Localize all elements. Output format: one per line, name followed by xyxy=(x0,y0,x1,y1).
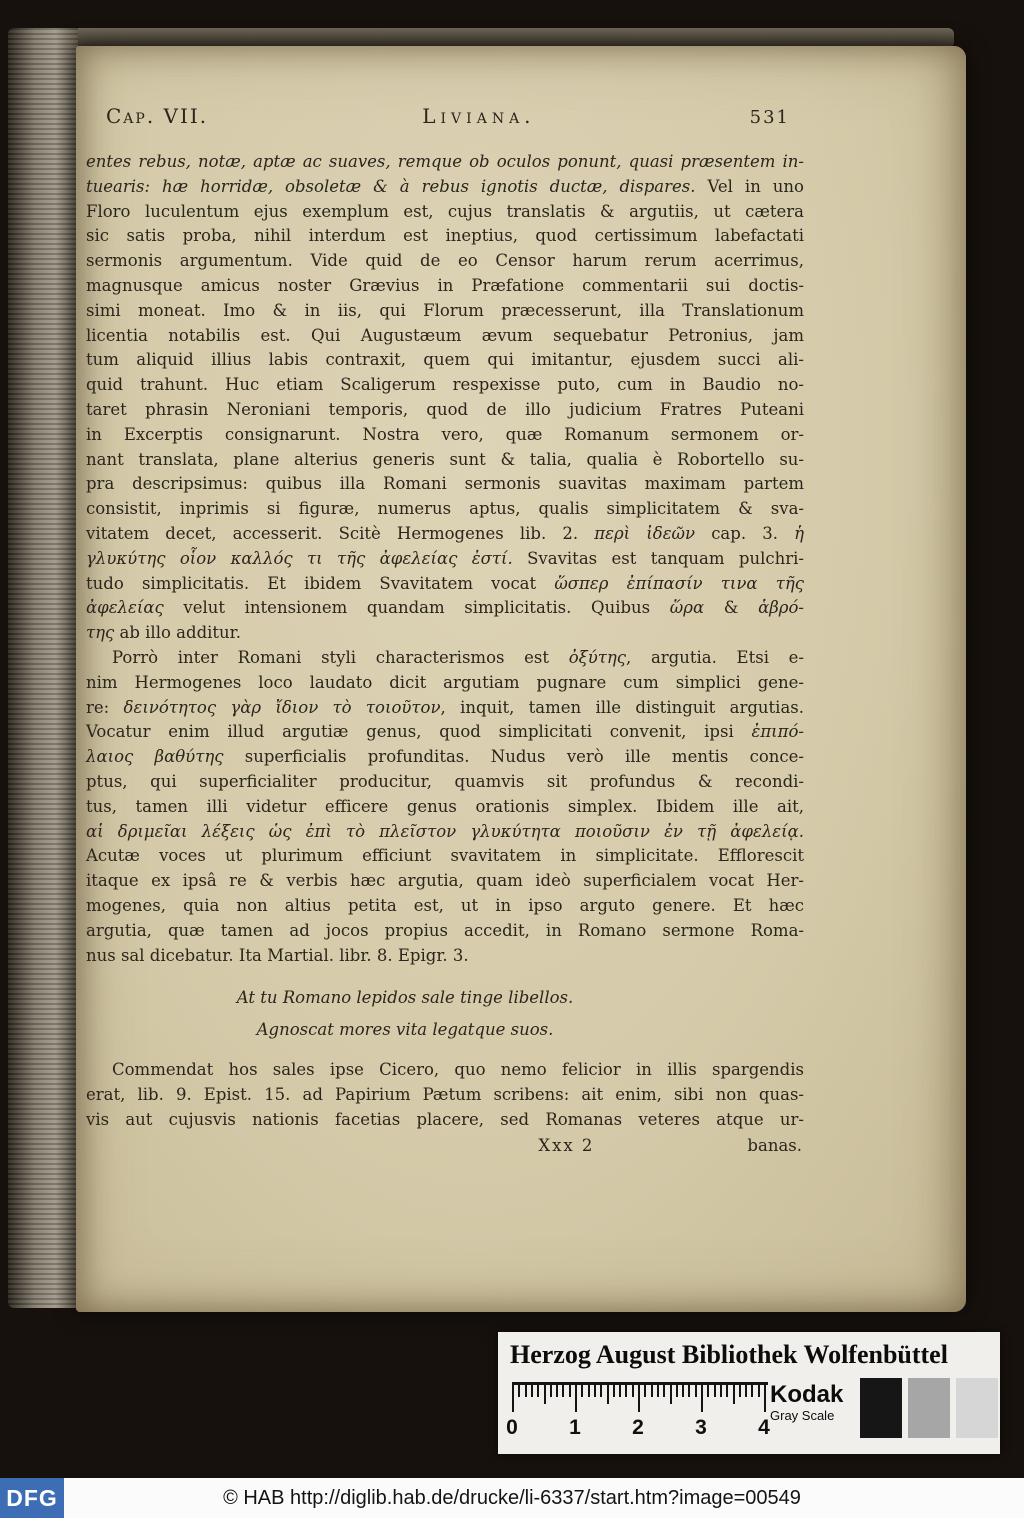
ruler-tick xyxy=(733,1385,735,1404)
text-line: Porrò inter Romani styli characterismos est ὀξύτης, argutia. Etsi e- xyxy=(112,647,804,667)
text-line: taret phrasin Neroniani temporis, quod de illo judicium Fratres Puteani xyxy=(86,399,804,419)
kodak-wordmark xyxy=(770,1382,843,1423)
ruler-number: 3 xyxy=(695,1416,707,1439)
library-name: Herzog August Bibliothek Wolfenbüttel xyxy=(510,1340,948,1369)
text-line: Floro luculentum ejus exemplum est, cujus translatis & argutiis, ut cætera xyxy=(86,201,804,221)
ruler-tick xyxy=(607,1385,609,1404)
ruler-tick xyxy=(588,1385,590,1397)
ruler-tick xyxy=(720,1385,722,1397)
ruler-tick xyxy=(707,1385,709,1397)
copyright-text: © HAB http://diglib.hab.de/drucke/li-6337/start.htm?image=00549 xyxy=(223,1486,801,1509)
ruler-tick xyxy=(764,1385,766,1412)
ruler-tick xyxy=(575,1385,577,1412)
ruler-tick xyxy=(594,1385,596,1397)
ruler-tick xyxy=(625,1385,627,1397)
text-line: γλυκύτης οἷον καλλός τι τῆς ἀφελείας ἐστί. Svavitas est tanquam pulchri- xyxy=(86,548,804,568)
text-line: consistit, inprimis si figuræ, numerus aptus, qualis simplicitatem & sva- xyxy=(86,499,804,519)
grayscale-label: Gray Scale xyxy=(770,1408,835,1423)
verse-quotation xyxy=(86,982,724,1046)
ruler-tick xyxy=(531,1385,533,1397)
page-header xyxy=(86,104,804,128)
text-line: της ab illo additur. xyxy=(86,623,241,643)
text-line: Vocatur enim illud argutiæ genus, quod simplicitati convenit, ipsi ἐπιπό- xyxy=(86,722,804,742)
text-column xyxy=(86,104,804,1159)
header-chapter: Cap. VII. xyxy=(106,104,209,128)
ruler-tick xyxy=(512,1385,514,1412)
text-line: tuearis: hæ horridæ, obsoletæ & à rebus ignotis ductæ, dispares. Vel in uno xyxy=(86,176,804,196)
text-line: vis aut cujusvis nationis facetias placere, sed Romanas veteres atque ur- xyxy=(86,1109,804,1129)
text-line: itaque ex ipsâ re & verbis hæc argutia, quam ideò superficialem vocat Her- xyxy=(86,871,804,891)
ruler-tick xyxy=(569,1385,571,1397)
ruler-tick xyxy=(619,1385,621,1397)
text-line: Acutæ voces ut plurimum efficiunt svavitatem in simplicitate. Efflorescit xyxy=(86,846,804,866)
signature-mark: Xxx 2 xyxy=(538,1135,595,1155)
text-line: sic satis proba, nihil interdum est ineptius, quod certissimum labefactati xyxy=(86,226,804,246)
text-line: simi moneat. Imo & in iis, qui Florum præcesserunt, illa Translationum xyxy=(86,300,804,320)
ruler-number: 2 xyxy=(632,1416,644,1439)
ruler-tick xyxy=(745,1385,747,1397)
ruler-tick xyxy=(613,1385,615,1397)
text-line: quid trahunt. Huc etiam Scaligerum respexisse puto, cum in Baudio no- xyxy=(86,375,804,395)
text-line: re: δεινότητος γὰρ ἴδιον τὸ τοιοῦτον, inquit, tamen ille distinguit argutias. xyxy=(86,697,804,717)
ruler-tick xyxy=(663,1385,665,1397)
text-line: argutia, quæ tamen ad jocos propius accedit, in Romano sermone Roma- xyxy=(86,920,804,940)
ruler-tick xyxy=(562,1385,564,1397)
ruler-tick xyxy=(758,1385,760,1397)
ruler-tick xyxy=(670,1385,672,1404)
text-line: nim Hermogenes loco laudato dicit argutiam pugnare cum simplici gene- xyxy=(86,672,804,692)
text-line: vitatem decet, accesserit. Scitè Hermogenes lib. 2. περὶ ἰδεῶν cap. 3. ἡ xyxy=(86,523,804,543)
grayscale-swatches xyxy=(860,1378,998,1438)
text-line: tum aliquid illius labis contraxit, quem qui imitantur, ejusdem succi ali- xyxy=(86,350,804,370)
ruler-number: 4 xyxy=(758,1416,770,1439)
scanned-page xyxy=(76,46,966,1312)
dfg-logo xyxy=(0,1478,64,1518)
ruler-tick xyxy=(632,1385,634,1397)
grayscale-swatch xyxy=(908,1378,950,1438)
text-line: in Excerptis consignarunt. Nostra vero, quæ Romanum sermonem or- xyxy=(86,424,804,444)
ruler-tick xyxy=(751,1385,753,1397)
book-top-edge xyxy=(30,28,954,48)
ruler-numbers xyxy=(506,1416,770,1442)
ruler-tick xyxy=(518,1385,520,1397)
dfg-logo-text: DFG xyxy=(6,1484,58,1511)
ruler-tick xyxy=(676,1385,678,1397)
kodak-label: Kodak xyxy=(770,1381,844,1408)
text-line: nus sal dicebatur. Ita Martial. libr. 8. Epigr. 3. xyxy=(86,945,469,965)
signature-line xyxy=(86,1133,804,1159)
text-line: magnusque amicus noster Grævius in Præfatione commentarii sui doctis- xyxy=(86,275,804,295)
ruler-tick xyxy=(600,1385,602,1397)
verse-line: Agnoscat mores vita legatque suos. xyxy=(256,1020,554,1040)
header-page-number: 531 xyxy=(749,107,790,128)
text-line: Commendat hos sales ipse Cicero, quo nemo felicior in illis spargendis xyxy=(112,1060,804,1080)
text-line: erat, lib. 9. Epist. 15. ad Papirium Pætum scribens: ait enim, sibi non quas- xyxy=(86,1085,804,1105)
ruler-tick xyxy=(714,1385,716,1397)
ruler-tick xyxy=(682,1385,684,1397)
ruler-tick xyxy=(644,1385,646,1397)
ruler-tick xyxy=(537,1385,539,1397)
ruler-tick xyxy=(525,1385,527,1397)
ruler-tick xyxy=(544,1385,546,1404)
text-line: licentia notabilis est. Qui Augustæum ævum sequebatur Petronius, jam xyxy=(86,325,804,345)
ruler-ticks xyxy=(512,1385,768,1413)
ruler-tick xyxy=(638,1385,640,1412)
text-line: ἀφελείας velut intensionem quandam simplicitatis. Quibus ὥρα & ἁβρό- xyxy=(86,598,804,618)
ruler-tick xyxy=(701,1385,703,1412)
ruler-tick xyxy=(651,1385,653,1397)
verse-line: At tu Romano lepidos sale tinge libellos. xyxy=(236,988,574,1008)
ruler-number: 1 xyxy=(569,1416,581,1439)
body-text xyxy=(86,150,804,1159)
library-label-card xyxy=(498,1332,1000,1454)
ruler-tick xyxy=(695,1385,697,1397)
ruler-tick xyxy=(556,1385,558,1397)
ruler-tick xyxy=(726,1385,728,1397)
text-line: tus, tamen illi videtur efficere genus orationis simplex. Ibidem ille ait, xyxy=(86,796,804,816)
text-line: λαιος βαθύτης superficialis profunditas. Nudus verò ille mentis conce- xyxy=(86,747,805,767)
ruler-tick xyxy=(739,1385,741,1397)
ruler-tick xyxy=(550,1385,552,1397)
text-line: entes rebus, notæ, aptæ ac suaves, remque ob oculos ponunt, quasi præsentem in- xyxy=(86,152,804,171)
book-page-edges xyxy=(8,28,78,1308)
ruler-number: 0 xyxy=(506,1416,518,1439)
text-line: pra descripsimus: quibus illa Romani sermonis suavitas maximam partem xyxy=(86,474,804,494)
text-line: αἱ δριμεῖαι λέξεις ὡς ἐπὶ τὸ πλεῖστον γλυκύτητα ποιοῦσιν ἐν τῇ ἀφελείᾳ. xyxy=(86,821,804,841)
ruler xyxy=(506,1382,774,1446)
ruler-tick xyxy=(688,1385,690,1397)
text-line: sermonis argumentum. Vide quid de eo Censor harum rerum acerrimus, xyxy=(86,251,804,271)
header-running-title: Liviana. xyxy=(422,104,536,128)
grayscale-swatch xyxy=(860,1378,902,1438)
ruler-tick xyxy=(657,1385,659,1397)
text-line: ptus, qui superficialiter producitur, quamvis sit profundus & recondi- xyxy=(86,771,804,791)
footer-bar xyxy=(0,1478,1024,1518)
text-line: mogenes, quia non altius petita est, ut in ipso arguto genere. Et hæc xyxy=(86,895,804,915)
catchword: banas. xyxy=(747,1135,802,1155)
ruler-tick xyxy=(581,1385,583,1397)
text-line: nant translata, plane alterius generis sunt & talia, qualia è Robortello su- xyxy=(86,449,804,469)
grayscale-swatch xyxy=(956,1378,998,1438)
text-line: tudo simplicitatis. Et ibidem Svavitatem vocat ὥσπερ ἐπίπασίν τινα τῆς xyxy=(86,573,804,593)
